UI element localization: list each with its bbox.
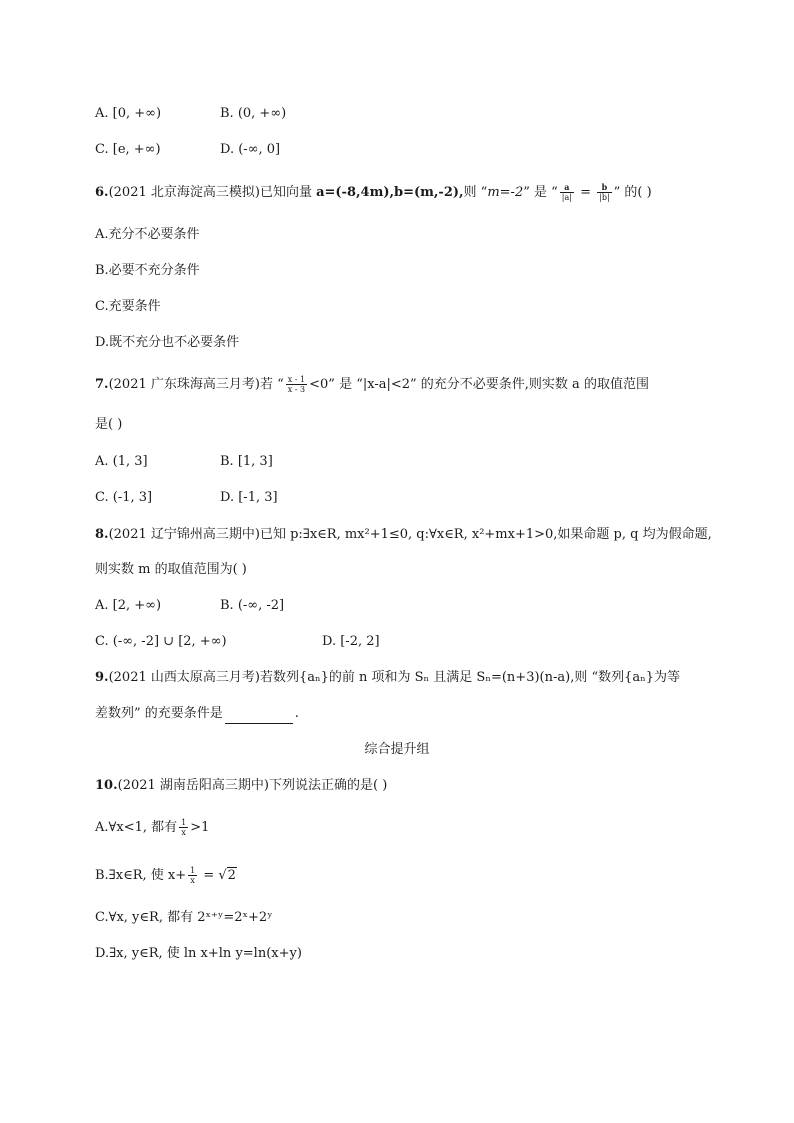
q9-text-a: 若数列{aₙ}的前 n 项和为 Sₙ 且满足 Sₙ=(n+3)(n-a),则 “数列{aₙ}为等 [259, 670, 681, 685]
q7-frac-num: x - 1 [287, 375, 306, 384]
q10-opt-a-end: >1 [190, 820, 210, 835]
q10-text: 下列说法正确的是( ) [269, 778, 388, 793]
q10-opt-b-radicand: 2 [227, 868, 236, 883]
q5-option-c: C. [e, +∞) [95, 142, 161, 157]
q8-option-d: D. [-2, 2] [322, 634, 380, 649]
q8-option-b: B. (-∞, -2] [220, 598, 285, 613]
q6-condition: m=-2 [487, 185, 524, 200]
q10-source: (2021 湖南岳阳高三期中) [117, 778, 269, 793]
q10-opt-b-text: B.∃x∈R, 使 x+ [95, 868, 187, 883]
q10-option-a [95, 818, 209, 838]
q6-frac-b-den: |b| [599, 193, 610, 202]
q7-stem-cont: 是( ) [95, 417, 123, 432]
q7-text-a: 若 “ [259, 377, 284, 392]
section-title: 综合提升组 [364, 742, 430, 757]
q6-option-a: A.充分不必要条件 [95, 227, 200, 242]
q10-opt-b-den: x [190, 876, 195, 885]
q9-answer-blank[interactable] [225, 709, 293, 724]
q10-opt-a-text: A.∀x<1, 都有 [95, 820, 178, 835]
q10-option-b [95, 866, 237, 886]
q6-fraction-b [597, 183, 612, 202]
q6-text-b: 则 “ [463, 185, 488, 200]
q10-number: 10. [95, 778, 118, 793]
q6-frac-b-num: b [597, 183, 612, 193]
q8-number: 8. [95, 527, 109, 542]
q10-stem [95, 776, 387, 796]
q7-fraction [286, 375, 307, 394]
q9-number: 9. [95, 670, 109, 685]
q7-stem [95, 375, 649, 395]
q7-option-c: C. (-1, 3] [95, 490, 153, 505]
q10-opt-a-num: 1 [181, 818, 187, 827]
q7-option-a: A. (1, 3] [95, 454, 148, 469]
q6-vectors: a=(-8,4m),b=(m,-2), [316, 185, 464, 200]
q6-option-b: B.必要不充分条件 [95, 263, 200, 278]
q9-stem [95, 668, 680, 688]
q6-frac-a-den: |a| [561, 193, 572, 202]
q6-option-c: C.充要条件 [95, 299, 161, 314]
q8-option-c: C. (-∞, -2] ∪ [2, +∞) [95, 634, 227, 649]
q10-opt-b-eq: = [199, 868, 219, 883]
q6-text-d: ” 的( ) [613, 185, 652, 200]
q5-option-b: B. (0, +∞) [220, 106, 287, 121]
q10-opt-b-fraction [188, 866, 197, 885]
q8-text-a: 已知 p:∃x∈R, mx²+1≤0, q:∀x∈R, x²+mx+1>0,如果命题 p, q 均为假命题, [259, 527, 712, 542]
q6-stem [95, 183, 652, 203]
q7-number: 7. [95, 377, 109, 392]
q9-text-end: . [294, 706, 299, 721]
q6-equals: = [575, 185, 596, 200]
q10-option-c: C.∀x, y∈R, 都有 2ˣ⁺ʸ=2ˣ+2ʸ [95, 910, 273, 925]
q7-option-d: D. [-1, 3] [220, 490, 278, 505]
q8-stem-cont: 则实数 m 的取值范围为( ) [95, 562, 247, 577]
q7-source: (2021 广东珠海高三月考) [108, 377, 260, 392]
q10-option-d: D.∃x, y∈R, 使 ln x+ln y=ln(x+y) [95, 946, 302, 961]
q6-number: 6. [95, 185, 109, 200]
q6-frac-a-num: a [560, 183, 574, 193]
q10-opt-b-num: 1 [190, 866, 196, 875]
q10-opt-a-fraction [179, 818, 188, 837]
q8-option-a: A. [2, +∞) [95, 598, 162, 613]
q6-option-d: D.既不充分也不必要条件 [95, 335, 240, 350]
q7-frac-den: x - 3 [287, 385, 306, 394]
sqrt-icon: √2 [218, 868, 236, 883]
q8-source: (2021 辽宁锦州高三期中) [108, 527, 260, 542]
q10-opt-a-den: x [181, 828, 186, 837]
q8-stem [95, 525, 712, 545]
q7-option-b: B. [1, 3] [220, 454, 273, 469]
q5-option-d: D. (-∞, 0] [220, 142, 281, 157]
q9-source: (2021 山西太原高三月考) [108, 670, 260, 685]
q7-text-b: <0” 是 “|x-a|<2” 的充分不必要条件,则实数 a 的取值范围 [309, 377, 649, 392]
q9-stem-cont [95, 704, 299, 724]
q6-text-a: 已知向量 [259, 185, 317, 200]
q6-source: (2021 北京海淀高三模拟) [108, 185, 260, 200]
q5-option-a: A. [0, +∞) [95, 106, 162, 121]
q6-fraction-a [560, 183, 574, 202]
q6-text-c: ” 是 “ [523, 185, 558, 200]
q9-text-b: 差数列” 的充要条件是 [95, 706, 223, 721]
